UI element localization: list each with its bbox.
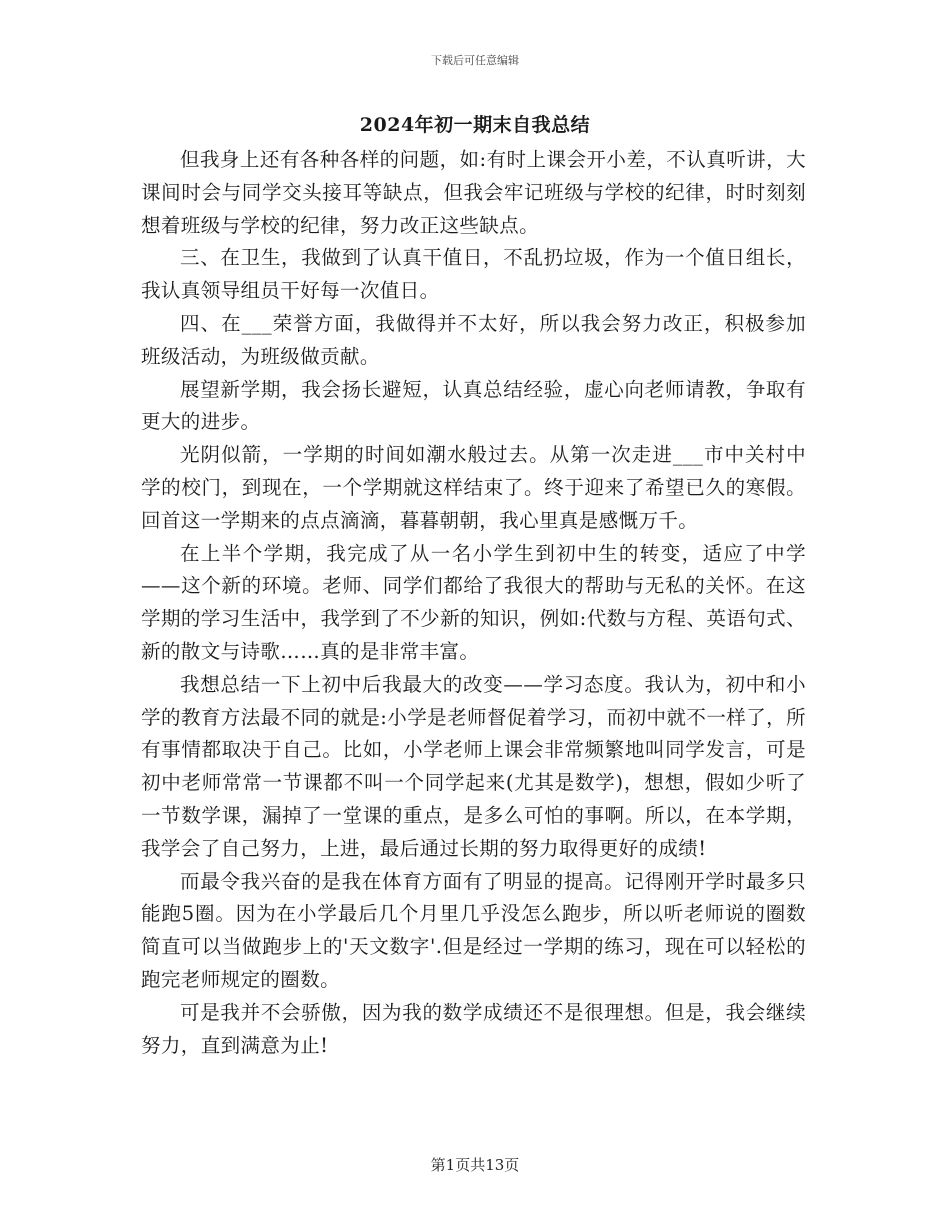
paragraph: 但我身上还有各种各样的问题，如:有时上课会开小差，不认真听讲，大课间时会与同学交头接耳等缺点，但我会牢记班级与学校的纪律，时时刻刻想着班级与学校的纪律，努力改正这些缺点。 bbox=[141, 148, 806, 237]
paragraph: 而最令我兴奋的是我在体育方面有了明显的提高。记得刚开学时最多只能跑5圈。因为在小学最后几个月里几乎没怎么跑步，所以听老师说的圈数简直可以当做跑步上的'天文数字'.但是经过一学期的练习，现在可以轻松的跑完老师规定的圈数。 bbox=[141, 869, 806, 991]
paragraph: 三、在卫生，我做到了认真干值日，不乱扔垃圾，作为一个值日组长，我认真领导组员干好每一次值日。 bbox=[141, 246, 806, 303]
paragraph: 展望新学期，我会扬长避短，认真总结经验，虚心向老师请教，争取有更大的进步。 bbox=[141, 377, 806, 434]
paragraph: 光阴似箭，一学期的时间如潮水般过去。从第一次走进___市中关村中学的校门，到现在，一个学期就这样结束了。终于迎来了希望已久的寒假。回首这一学期来的点点滴滴，暮暮朝朝，我心里真是感慨万千。 bbox=[141, 443, 806, 532]
page-number: 第1页共13页 bbox=[430, 1156, 520, 1174]
paragraph: 四、在___荣誉方面，我做得并不太好，所以我会努力改正，积极参加班级活动，为班级做贡献。 bbox=[141, 311, 806, 368]
paragraph: 我想总结一下上初中后我最大的改变——学习态度。我认为，初中和小学的教育方法最不同的就是:小学是老师督促着学习，而初中就不一样了，所有事情都取决于自己。比如，小学老师上课会非常频繁地叫同学发言，可是初中老师常常一节课都不叫一个同学起来(尤其是数学)，想想，假如少听了一节数学课，漏掉了一堂课的重点，是多么可怕的事啊。所以，在本学期，我学会了自己努力，上进，最后通过长期的努力取得更好的成绩! bbox=[141, 672, 806, 860]
paragraph: 可是我并不会骄傲，因为我的数学成绩还不是很理想。但是，我会继续努力，直到满意为止! bbox=[141, 1000, 806, 1057]
document-title: 2024年初一期末自我总结 bbox=[359, 114, 591, 136]
page-header-note: 下载后可任意编辑 bbox=[431, 54, 519, 67]
paragraph: 在上半个学期，我完成了从一名小学生到初中生的转变，适应了中学——这个新的环境。老师、同学们都给了我很大的帮助与无私的关怀。在这学期的学习生活中，我学到了不少新的知识，例如:代数与方程、英语句式、新的散文与诗歌……真的是非常丰富。 bbox=[141, 541, 806, 663]
document-body bbox=[141, 144, 806, 1062]
